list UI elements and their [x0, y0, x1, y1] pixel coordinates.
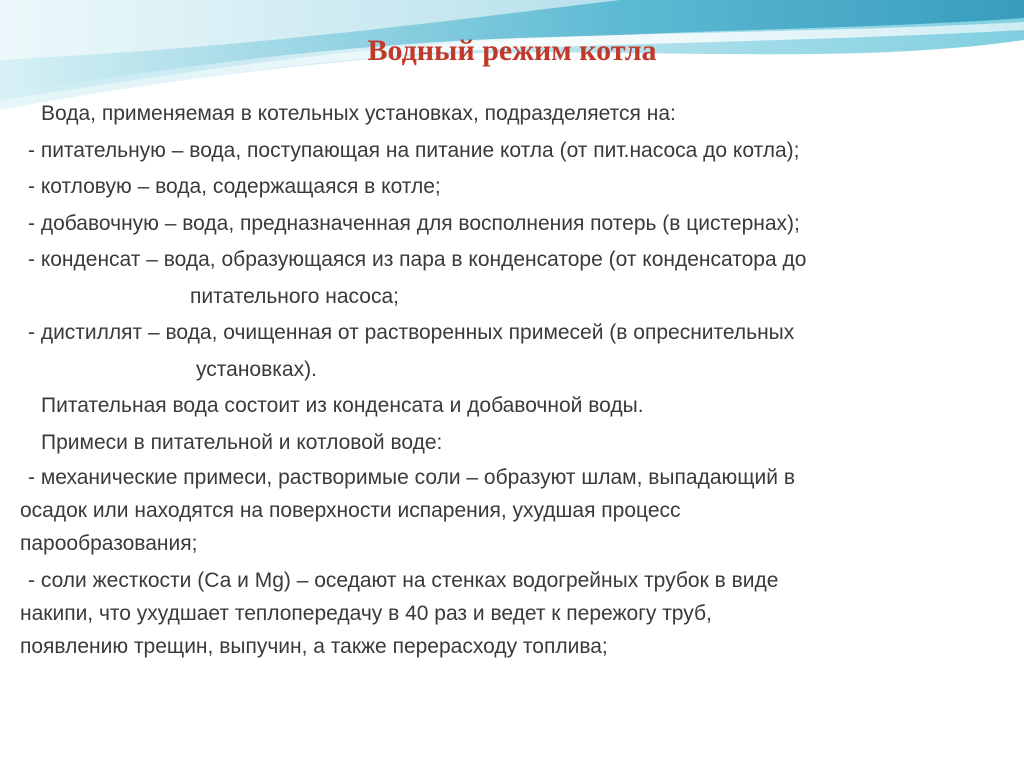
- slide-title: Водный режим котла: [367, 34, 657, 67]
- slide-body: [20, 96, 1010, 663]
- list-item-continuation: осадок или находятся на поверхности испарения, ухудшая процесс: [20, 499, 681, 522]
- list-item: - котловую – вода, содержащаяся в котле;: [28, 175, 441, 198]
- paragraph: Вода, применяемая в котельных установках, подразделяется на:: [41, 102, 676, 125]
- list-item: - конденсат – вода, образующаяся из пара в конденсаторе (от конденсатора до: [28, 248, 807, 271]
- list-item: - питательную – вода, поступающая на питание котла (от пит.насоса до котла);: [28, 138, 800, 162]
- list-item: - добавочную – вода, предназначенная для восполнения потерь (в цистернах);: [28, 211, 800, 235]
- list-item-continuation: парообразования;: [20, 532, 198, 555]
- paragraph: Питательная вода состоит из конденсата и добавочной воды.: [41, 394, 644, 417]
- list-item-continuation: питательного насоса;: [190, 284, 399, 308]
- list-item: - соли жесткости (Са и Mg) – оседают на стенках водогрейных трубок в виде: [28, 569, 779, 592]
- list-item-continuation: установках).: [196, 357, 317, 381]
- list-item: - дистиллят – вода, очищенная от растворенных примесей (в опреснительных: [28, 321, 795, 344]
- paragraph: Примеси в питательной и котловой воде:: [41, 430, 443, 454]
- list-item-continuation: появлению трещин, выпучин, а также перерасходу топлива;: [20, 635, 608, 658]
- list-item: - механические примеси, растворимые соли – образуют шлам, выпадающий в: [28, 466, 795, 489]
- list-item-continuation: накипи, что ухудшает теплопередачу в 40 раз и ведет к пережогу труб,: [20, 602, 712, 625]
